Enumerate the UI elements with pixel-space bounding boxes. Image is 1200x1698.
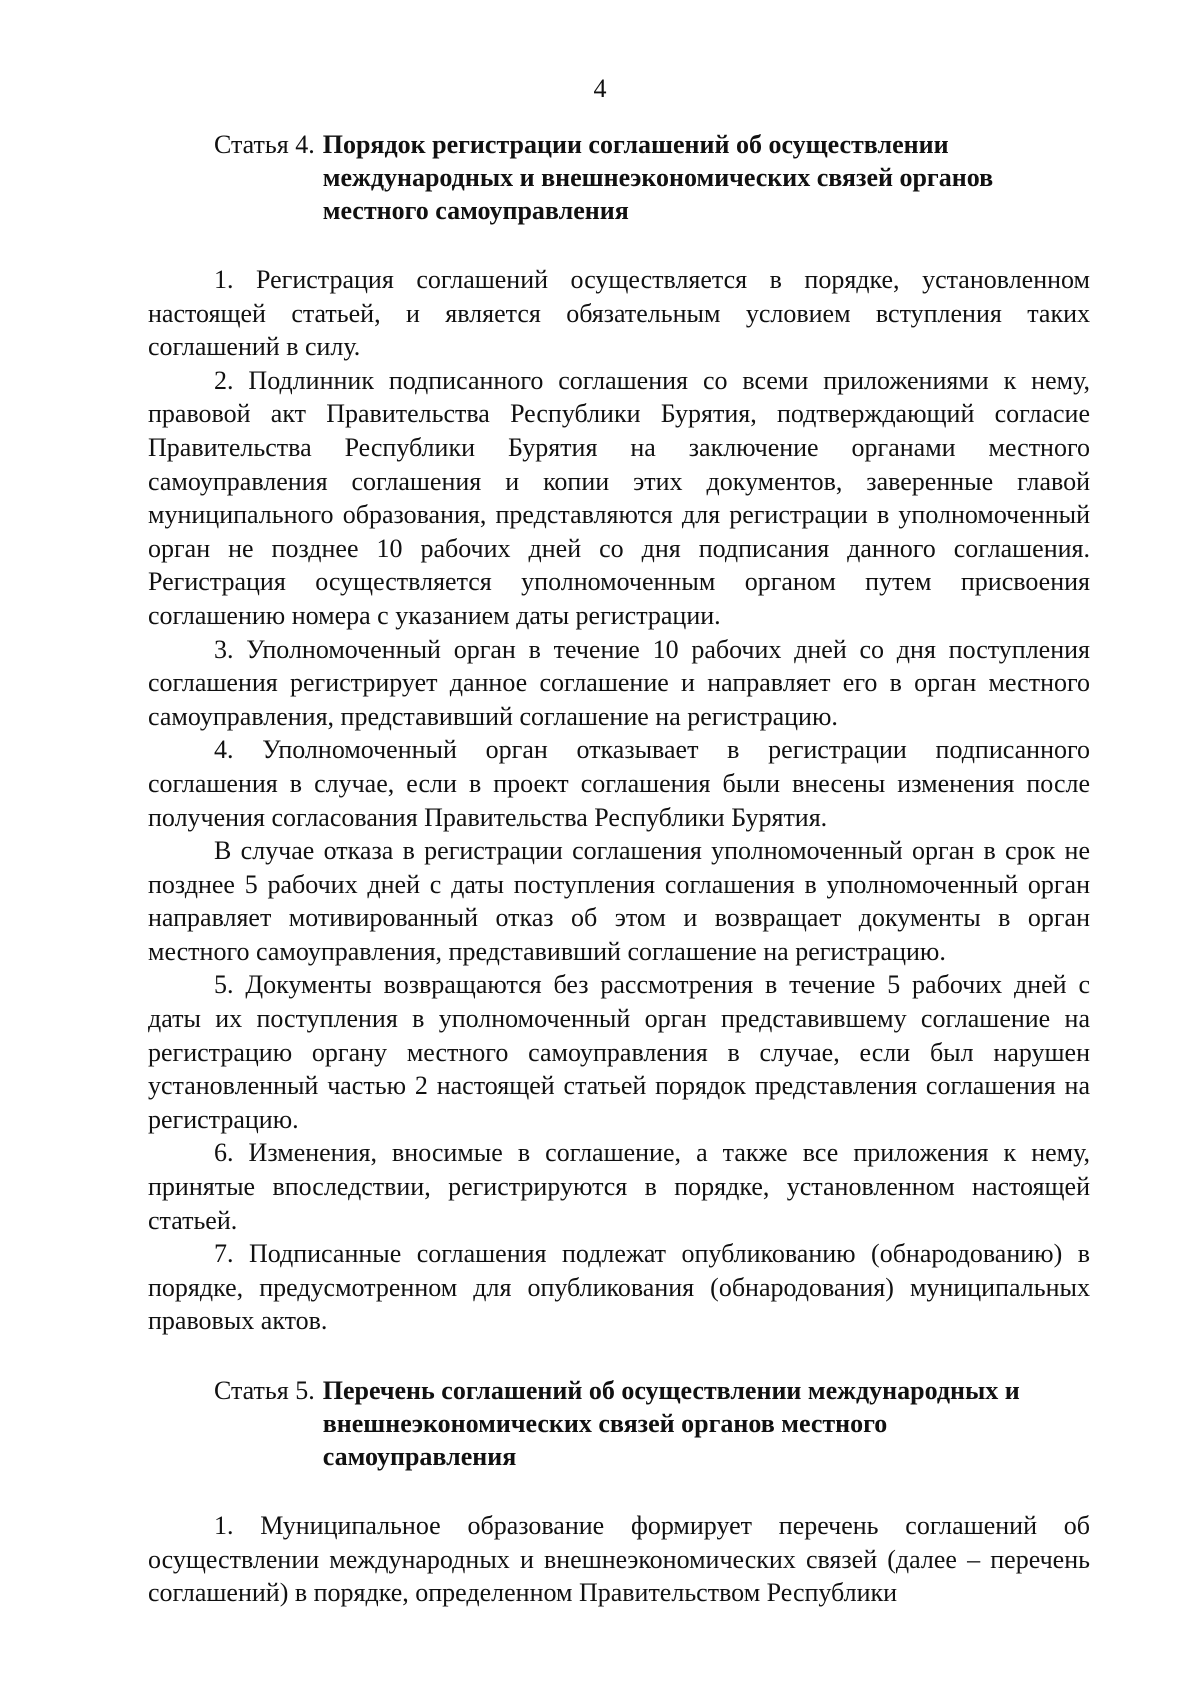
article-4-prefix: Статья 4.: [214, 130, 315, 159]
article-5-title: Перечень соглашений об осуществлении международных и внешнеэкономических связей органов местного самоуправления: [322, 1376, 1020, 1471]
paragraph: В случае отказа в регистрации соглашения уполномоченный орган в срок не позднее 5 рабочих дней с даты поступления соглашения в уполномоченный орган направляет мотивированный отказ об этом и возвращает документы в орган местного самоуправления, представивший соглашение на регистрацию.: [148, 836, 1090, 966]
paragraph: 2. Подлинник подписанного соглашения со всеми приложениями к нему, правовой акт Правительства Республики Бурятия, подтверждающий согласие Правительства Республики Бурятия на заключение органами местного самоуправления соглашения и копии этих документов, заверенные главой муниципального образования, представляются для регистрации в уполномоченный орган не позднее 10 рабочих дней со дня подписания данного соглашения. Регистрация осуществляется уполномоченным органом путем присвоения соглашению номера с указанием даты регистрации.: [148, 365, 1090, 630]
article-5-body: [148, 1509, 1090, 1610]
paragraph: 1. Регистрация соглашений осуществляется в порядке, установленном настоящей статьей, и является обязательным условием вступления таких соглашений в силу.: [148, 265, 1090, 362]
article-4-body: [148, 263, 1090, 1338]
article-4-heading: [214, 128, 1050, 227]
article-4-title: Порядок регистрации соглашений об осуществлении международных и внешнеэкономических связей органов местного самоуправления: [322, 130, 994, 225]
page-content: [148, 128, 1090, 1610]
paragraph: 7. Подписанные соглашения подлежат опубликованию (обнародованию) в порядке, предусмотренном для опубликования (обнародования) муниципальных правовых актов.: [148, 1239, 1090, 1336]
paragraph: 1. Муниципальное образование формирует перечень соглашений об осуществлении международных и внешнеэкономических связей (далее – перечень соглашений) в порядке, определенном Правительством Республики: [148, 1511, 1090, 1608]
page-number: 4: [593, 74, 607, 103]
article-5-prefix: Статья 5.: [214, 1376, 315, 1405]
article-5-heading: [214, 1374, 1050, 1473]
paragraph: 5. Документы возвращаются без рассмотрения в течение 5 рабочих дней с даты их поступления в уполномоченный орган представившему соглашение на регистрацию органу местного самоуправления в случае, если был нарушен установленный частью 2 настоящей статьей порядок представления соглашения на регистрацию.: [148, 970, 1090, 1134]
paragraph: 6. Изменения, вносимые в соглашение, а также все приложения к нему, принятые впоследствии, регистрируются в порядке, установленном настоящей статьей.: [148, 1138, 1090, 1235]
paragraph: 3. Уполномоченный орган в течение 10 рабочих дней со дня поступления соглашения регистрирует данное соглашение и направляет его в орган местного самоуправления, представивший соглашение на регистрацию.: [148, 634, 1090, 731]
paragraph: 4. Уполномоченный орган отказывает в регистрации подписанного соглашения в случае, если в проект соглашения были внесены изменения после получения согласования Правительства Республики Бурятия.: [148, 735, 1090, 832]
